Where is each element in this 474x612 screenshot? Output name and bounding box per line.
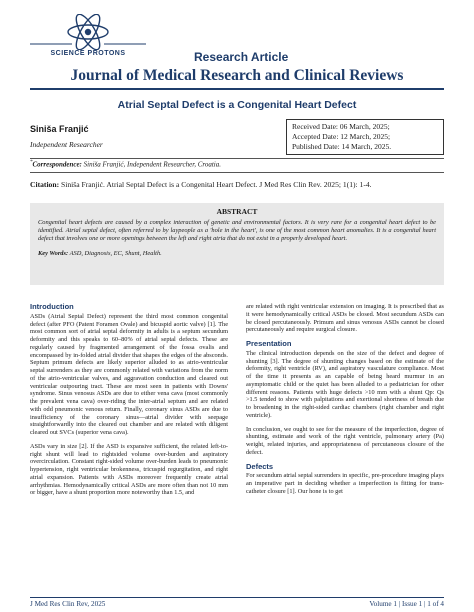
presentation-paragraph: The clinical introduction depends on the size of the defect and degree of shunting [3]. The degree of shunting changes based on the estimate of the deformity, right ventricle (RV), and aspiratory vasculature compliance. Most of the time it presents as an capable of being heard murmur in an asymptomatic child or the quiet has been alluded to a pediatrician for other different reasons. Patients with huge defects >10 mm with a shunt Qp: Qs >1.5 tended to show with palpitations and exertional shortness of breath due to broadening in the right-sided cardiac chambers (right chamber and right ventricle). — [246, 349, 444, 419]
keywords — [38, 250, 436, 257]
citation-label: Citation: — [30, 180, 60, 189]
right-paragraph-1: are related with right ventricular extension on imaging. It is prescribed that as it were hemodynamically critical ASDs be closed. Most secundum ASDs can be closed percutaneously. Primum and sinus venosus ASDs cannot be closed percutaneously and require surgical closure. — [246, 303, 444, 334]
abstract-heading: ABSTRACT — [216, 207, 258, 216]
citation — [30, 180, 444, 189]
correspondence: *Correspondence: Siniša Franjić, Independent Researcher, Croatia. — [30, 160, 221, 169]
correspondence-label: Correspondence: — [32, 160, 82, 169]
correspondence-text: Siniša Franjić, Independent Researcher, Croatia. — [81, 160, 221, 169]
article-type: Research Article — [194, 50, 289, 64]
dates-box — [286, 119, 444, 155]
introduction-heading: Introduction — [30, 302, 74, 311]
intro-paragraph-1: ASDs (Atrial Septal Defect) represent the third most common congenital defect (after PFO (Patent Foramen Ovale) and bicuspid aortic valve) [1]. The most common sort of atrial septal deformity in adults is a septum secundum deformity and this speaks to 60–80% of atrial septal defects. These are regularly caused by fragmented arrangement of the fossa ovalis and encompassed by in-folded atrial divider that shapes the edges of the absconds. Septum primum defects are likely superior alluded to as atrio-ventricular septal surrenders as they are commonly related with variations from the norm of the atrio-ventricular valves, and aggravation conduction and cleared out ventricular outpouring tract. These are most seen in patients with Downs' syndrome. Sinus venosus ASDs are due to either vena cava (most commonly the prevalent vena cava) over-riding the inter-atrial septum and are related with odd pneumonic venous return. Finally, coronary sinus ASDs are due to insufficiency of the coronary sinus—atrial divider with seepage straightforwardly into the cleared out chamber and are related with diligent cleared out SVCs (superior vena cava). — [30, 312, 228, 436]
left-column — [30, 303, 228, 503]
title-divider — [30, 88, 444, 90]
journal-title: Journal of Medical Research and Clinical Reviews — [70, 67, 404, 84]
conclusion-paragraph: In conclusion, we ought to see for the measure of the imperfection, degree of shunting, estimate and work of the right ventricle, pulmonary artery (Pa) weight, related injuries, and appropriateness of percutaneous closure of the defect. — [246, 425, 444, 456]
author-name: Siniša Franjić — [30, 124, 89, 134]
right-column — [246, 303, 444, 502]
divider — [30, 158, 444, 159]
article-title: Atrial Septal Defect is a Congenital Heart Defect — [117, 99, 357, 111]
footer-journal: J Med Res Clin Rev, 2025 — [30, 600, 106, 608]
footer-page-info: Volume 1 | Issue 1 | 1 of 4 — [369, 600, 444, 608]
abstract-text: Congenital heart defects are caused by a complex interaction of genetic and environmental factors. It is very rare for a congenital heart defect to be identified. Atrial septal defect, often referred to by laypeople as a 'hole in the heart', is one of the most common heart anomalies. It is a congenital heart defect that involves one or more openings between the left and right atria that do not exist in a properly developed heart. — [38, 219, 436, 242]
divider — [30, 172, 444, 173]
keywords-label: Key Words: — [38, 249, 69, 257]
atom-logo-icon — [26, 14, 150, 50]
publisher-logo — [26, 14, 150, 74]
received-date: Received Date: 06 March, 2025; — [292, 122, 390, 131]
keywords-text: ASD, Diagnosis, EC, Shunt, Health. — [68, 249, 162, 257]
footer-divider — [30, 597, 444, 598]
author-affiliation: Independent Researcher — [30, 140, 103, 149]
defects-paragraph: For secundum atrial septal surrenders in specific, pre-procedure imaging plays an imperative part in deciding whether a imperfection is fitting for trans-catheter closure [1]. Our hone is to get — [246, 472, 444, 495]
abstract-box — [30, 203, 444, 285]
accepted-date: Accepted Date: 12 March, 2025; — [292, 132, 391, 142]
logo-text: SCIENCE PROTONS — [50, 50, 126, 57]
defects-heading: Defects — [246, 461, 274, 471]
published-date: Published Date: 14 March, 2025. — [292, 142, 392, 152]
presentation-heading: Presentation — [246, 339, 292, 348]
intro-paragraph-2: ASDs vary in size [2]. If the ASD is expansive sufficient, the related left-to-right shunt will lead to rightsided volume over-burden and aspiratory overcirculation. Constant right-sided volume over-burden leads to pneumonic hypertension, right ventricular brokenness, tricuspid regurgitation, and right atrial expansion. Patients with ASDs moreover frequently create atrial arrhythmias. Hemodynamically critical ASDs are more often than not 10 mm or bigger, have a shunt proportion more noteworthy than 1.5, and — [30, 442, 228, 497]
citation-text: Siniša Franjić. Atrial Septal Defect is a Congenital Heart Defect. J Med Res Clin Rev. 2025; 1(1): 1-4. — [59, 180, 372, 189]
